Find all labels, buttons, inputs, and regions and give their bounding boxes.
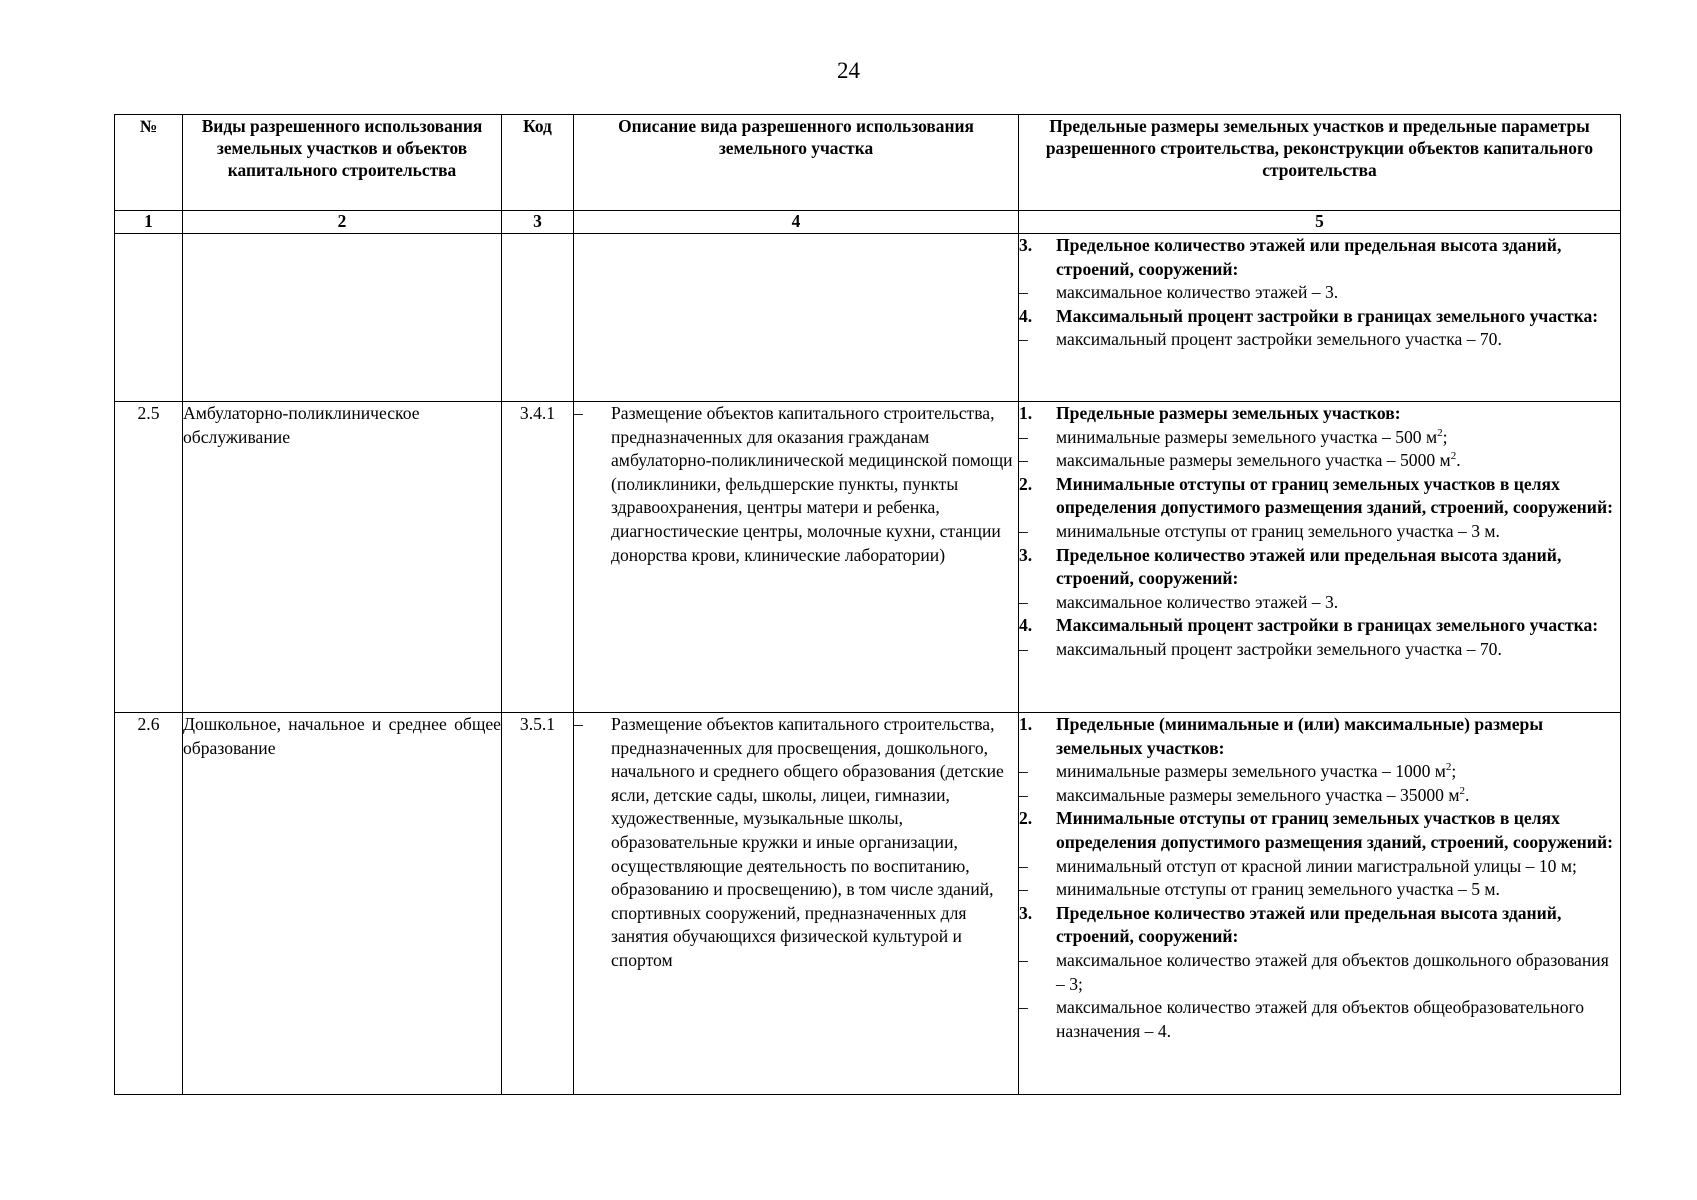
param-heading xyxy=(1019,473,1620,520)
header-description: Описание вида разрешенного использования земельного участка xyxy=(574,115,1019,211)
dash-marker: – xyxy=(574,403,583,423)
param-marker: 4. xyxy=(1019,305,1033,326)
use-kind: Амбулаторно-поликлиническое обслуживание xyxy=(183,402,502,713)
params-cell xyxy=(1019,402,1621,713)
param-item xyxy=(1019,784,1620,808)
param-text: минимальные отступы от границ земельного участка – 5 м. xyxy=(1056,879,1500,900)
column-number: 3 xyxy=(502,211,574,234)
param-text: минимальный отступ от красной линии магистральной улицы – 10 м; xyxy=(1056,855,1577,876)
param-marker: 2. xyxy=(1019,808,1033,829)
param-text: максимальный процент застройки земельного участка – 70. xyxy=(1056,638,1502,659)
empty-cell xyxy=(574,234,1019,402)
description-text: Размещение объектов капитального строительства, предназначенных для оказания гражданам амбулаторно-поликлинической медицинской помощи (поликлиники, фельдшерские пункты, пункты здравоохранения, центры матери и ребенка, диагностические центры, молочные кухни, станции донорства крови, клинические лаборатории) xyxy=(611,403,1013,565)
header-row xyxy=(115,115,1621,211)
params-cell xyxy=(1019,713,1621,1095)
param-item xyxy=(1019,996,1620,1043)
superscript: 2 xyxy=(1450,450,1457,463)
description-item xyxy=(574,402,1018,567)
param-text: Минимальные отступы от границ земельных участков в целях определения допустимого размещения зданий, строений, сооружений: xyxy=(1056,473,1613,518)
param-marker: – xyxy=(1019,855,1028,876)
land-use-table xyxy=(114,114,1621,1095)
param-item xyxy=(1019,426,1620,450)
use-code: 3.4.1 xyxy=(502,402,574,713)
param-heading xyxy=(1019,544,1620,591)
param-marker: – xyxy=(1019,426,1028,447)
param-text: минимальные отступы от границ земельного участка – 3 м. xyxy=(1056,520,1500,541)
param-text: максимальное количество этажей для объектов общеобразовательного назначения – 4. xyxy=(1056,997,1585,1041)
param-marker: – xyxy=(1019,879,1028,900)
column-number: 1 xyxy=(115,211,183,234)
continuation-row xyxy=(115,234,1621,402)
param-heading xyxy=(1019,234,1620,281)
param-marker: – xyxy=(1019,949,1028,970)
param-item xyxy=(1019,281,1620,305)
column-numbers-row xyxy=(115,211,1621,234)
param-marker: – xyxy=(1019,520,1028,541)
param-text: минимальные размеры земельного участка – 1000 $м^2$; xyxy=(1056,761,1457,782)
param-item xyxy=(1019,878,1620,902)
param-text: минимальные размеры земельного участка – 500 $м^2$; xyxy=(1056,426,1448,447)
column-number: 5 xyxy=(1019,211,1621,234)
param-text: максимальное количество этажей – 3. xyxy=(1056,282,1339,303)
param-heading xyxy=(1019,807,1620,854)
param-item xyxy=(1019,855,1620,879)
param-item xyxy=(1019,328,1620,352)
param-marker: 3. xyxy=(1019,544,1033,565)
param-heading xyxy=(1019,614,1620,638)
page-number: 24 xyxy=(837,58,860,83)
param-text: Предельные (минимальные и (или) максимальные) размеры земельных участков: xyxy=(1056,714,1544,758)
param-marker: 2. xyxy=(1019,473,1033,494)
column-number: 4 xyxy=(574,211,1019,234)
param-marker: – xyxy=(1019,329,1028,350)
table-row xyxy=(115,402,1621,713)
param-item xyxy=(1019,638,1620,662)
params-cell xyxy=(1019,234,1621,402)
param-marker: – xyxy=(1019,638,1028,659)
param-text: максимальный процент застройки земельного участка – 70. xyxy=(1056,329,1502,350)
header-kind: Виды разрешенного использования земельных участков и объектов капитального строительства xyxy=(183,115,502,211)
param-item xyxy=(1019,591,1620,615)
param-item xyxy=(1019,520,1620,544)
empty-cell xyxy=(115,234,183,402)
param-marker: 1. xyxy=(1019,714,1033,734)
param-text: Предельное количество этажей или предельная высота зданий, строений, сооружений: xyxy=(1056,902,1562,947)
description-text: Размещение объектов капитального строительства, предназначенных для просвещения, дошкольного, начального и среднего общего образования (детские ясли, детские сады, школы, лицеи, гимназии, художественные, музыкальные школы, образовательные кружки и иные организации, осуществляющие деятельность по воспитанию, образованию и просвещению), в том числе зданий, спортивных сооружений, предназначенных для занятия обучающихся физической культурой и спортом xyxy=(611,714,1004,970)
header-params: Предельные размеры земельных участков и предельные параметры разрешенного строительства, реконструкции объектов капитального строительства xyxy=(1019,115,1621,211)
column-number: 2 xyxy=(183,211,502,234)
param-text: максимальное количество этажей – 3. xyxy=(1056,591,1339,612)
use-code: 3.5.1 xyxy=(502,713,574,1095)
param-text: Максимальный процент застройки в границах земельного участка: xyxy=(1056,615,1599,636)
param-text: Минимальные отступы от границ земельных участков в целях определения допустимого размещения зданий, строений, сооружений: xyxy=(1056,808,1613,852)
param-heading xyxy=(1019,305,1620,329)
use-description xyxy=(574,402,1019,713)
param-text: максимальные размеры земельного участка – 35000 $м^2$. xyxy=(1056,784,1470,805)
empty-cell xyxy=(183,234,502,402)
param-text: максимальные размеры земельного участка – 5000 $м^2$. xyxy=(1056,450,1461,471)
superscript: 2 xyxy=(1445,761,1452,774)
param-marker: – xyxy=(1019,997,1028,1018)
superscript: 2 xyxy=(1437,426,1443,439)
row-number: 2.5 xyxy=(115,402,183,713)
param-marker: 3. xyxy=(1019,235,1033,255)
param-item xyxy=(1019,949,1620,996)
param-marker: 4. xyxy=(1019,615,1033,636)
param-heading xyxy=(1019,902,1620,949)
param-marker: – xyxy=(1019,282,1028,303)
header-no: № xyxy=(115,115,183,211)
use-kind: Дошкольное, начальное и среднее общее образование xyxy=(183,713,502,1095)
param-text: максимальное количество этажей для объектов дошкольного образования – 3; xyxy=(1056,949,1609,994)
header-code: Код xyxy=(502,115,574,211)
param-text: Предельное количество этажей или предельная высота зданий, строений, сооружений: xyxy=(1056,235,1562,279)
param-item xyxy=(1019,760,1620,784)
superscript: 2 xyxy=(1459,784,1465,797)
param-marker: – xyxy=(1019,761,1028,782)
param-heading xyxy=(1019,402,1620,426)
param-item xyxy=(1019,449,1620,473)
param-marker: 3. xyxy=(1019,902,1033,923)
param-marker: – xyxy=(1019,591,1028,612)
empty-cell xyxy=(502,234,574,402)
param-text: Максимальный процент застройки в границах земельного участка: xyxy=(1056,305,1599,326)
param-heading xyxy=(1019,713,1620,760)
param-text: Предельное количество этажей или предельная высота зданий, строений, сооружений: xyxy=(1056,544,1562,589)
param-text: Предельные размеры земельных участков: xyxy=(1056,403,1401,423)
param-marker: – xyxy=(1019,784,1028,805)
table-row xyxy=(115,713,1621,1095)
dash-marker: – xyxy=(574,714,583,734)
description-item xyxy=(574,713,1018,973)
param-marker: – xyxy=(1019,450,1028,471)
use-description xyxy=(574,713,1019,1095)
param-marker: 1. xyxy=(1019,403,1033,423)
row-number: 2.6 xyxy=(115,713,183,1095)
